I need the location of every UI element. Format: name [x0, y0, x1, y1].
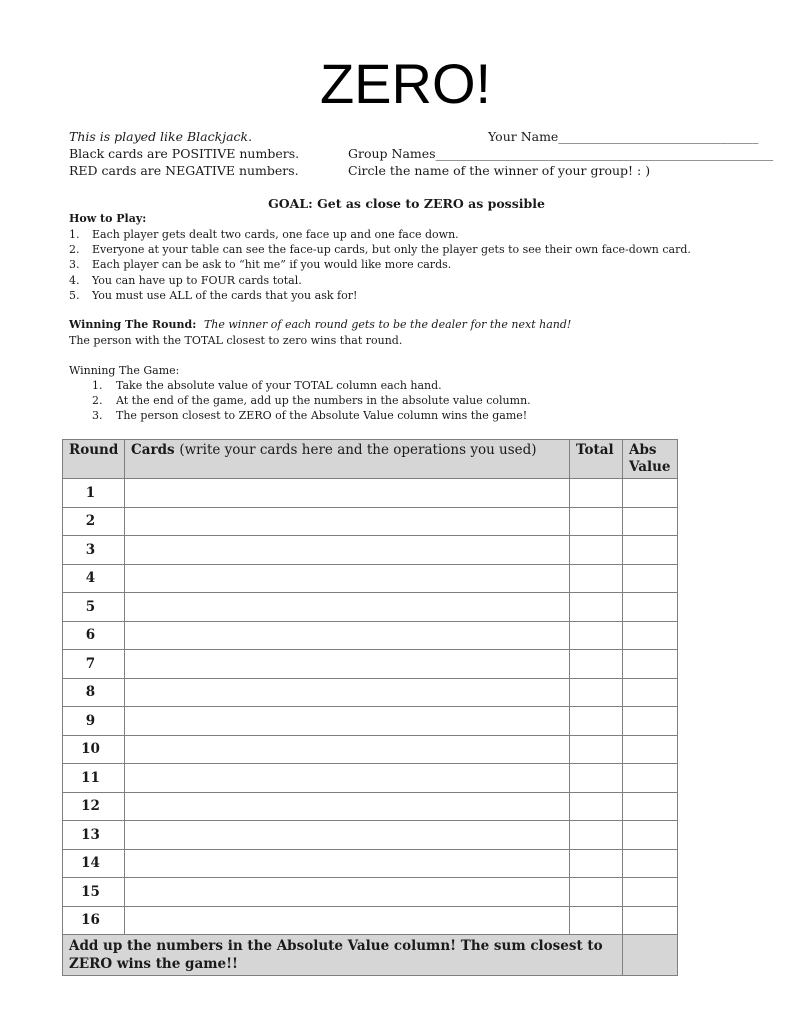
cards-cell[interactable]	[125, 564, 570, 593]
winning-round-note: The winner of each round gets to be the dealer for the next hand!	[203, 318, 572, 331]
round-number: 10	[63, 735, 125, 764]
cards-cell[interactable]	[125, 678, 570, 707]
total-cell[interactable]	[570, 564, 623, 593]
table-row	[63, 792, 678, 821]
cards-cell[interactable]	[125, 479, 570, 508]
total-cell[interactable]	[570, 792, 623, 821]
round-number: 4	[63, 564, 125, 593]
goal-heading: GOAL: Get as close to ZERO as possible	[268, 196, 545, 211]
total-cell[interactable]	[570, 735, 623, 764]
abs-value-cell[interactable]	[623, 621, 678, 650]
cards-cell[interactable]	[125, 593, 570, 622]
cards-cell[interactable]	[125, 507, 570, 536]
table-row	[63, 678, 678, 707]
total-cell[interactable]	[570, 906, 623, 935]
round-number: 14	[63, 849, 125, 878]
how-to-play-list	[69, 227, 691, 303]
table-row	[63, 650, 678, 679]
list-item: 5. You must use ALL of the cards that you ask for!	[69, 288, 358, 302]
table-row	[63, 849, 678, 878]
abs-value-cell[interactable]	[623, 678, 678, 707]
list-item: 4. You can have up to FOUR cards total.	[69, 273, 302, 287]
cards-cell[interactable]	[125, 821, 570, 850]
total-cell[interactable]	[570, 479, 623, 508]
cards-cell[interactable]	[125, 621, 570, 650]
winning-game-heading: Winning The Game:	[69, 364, 180, 377]
cards-cell[interactable]	[125, 906, 570, 935]
table-row	[63, 821, 678, 850]
round-number: 8	[63, 678, 125, 707]
cards-column-header: Cards (write your cards here and the operations you used)	[125, 440, 570, 479]
table-row	[63, 764, 678, 793]
your-name-field[interactable]: Your Name________________________________	[488, 129, 759, 144]
abs-value-cell[interactable]	[623, 593, 678, 622]
cards-cell[interactable]	[125, 849, 570, 878]
circle-winner-note: Circle the name of the winner of your group! : )	[348, 163, 651, 178]
table-row	[63, 621, 678, 650]
round-number: 5	[63, 593, 125, 622]
footer-instruction: Add up the numbers in the Absolute Value column! The sum closest to ZERO wins the game!!	[63, 935, 623, 976]
round-column-header: Round	[63, 440, 125, 479]
abs-value-cell[interactable]	[623, 878, 678, 907]
list-item: 2. Everyone at your table can see the face-up cards, but only the player gets to see their own face-down card.	[69, 243, 691, 257]
header-line-red-cards: RED cards are NEGATIVE numbers.	[69, 163, 299, 178]
cards-column-note: (write your cards here and the operations you used)	[179, 442, 537, 458]
table-header-row	[63, 440, 678, 479]
cards-cell[interactable]	[125, 707, 570, 736]
abs-value-column-header: Abs Value	[623, 440, 678, 479]
round-number: 6	[63, 621, 125, 650]
abs-value-sum-cell[interactable]	[623, 935, 678, 976]
page-title: ZERO!	[319, 52, 492, 115]
abs-value-cell[interactable]	[623, 507, 678, 536]
total-column-header: Total	[570, 440, 623, 479]
table-row	[63, 735, 678, 764]
abs-value-cell[interactable]	[623, 479, 678, 508]
list-item: 3. Each player can be ask to “hit me” if you would like more cards.	[69, 258, 452, 272]
abs-value-cell[interactable]	[623, 650, 678, 679]
round-number: 9	[63, 707, 125, 736]
round-number: 13	[63, 821, 125, 850]
winning-game-list	[92, 378, 531, 424]
cards-cell[interactable]	[125, 792, 570, 821]
round-number: 3	[63, 536, 125, 565]
round-number: 12	[63, 792, 125, 821]
how-to-play-heading: How to Play:	[69, 212, 147, 225]
list-item: 1. Take the absolute value of your TOTAL column each hand.	[92, 379, 442, 392]
total-cell[interactable]	[570, 764, 623, 793]
abs-value-cell[interactable]	[623, 792, 678, 821]
table-row	[63, 536, 678, 565]
header-line-black-cards: Black cards are POSITIVE numbers.	[69, 146, 300, 161]
abs-value-cell[interactable]	[623, 821, 678, 850]
total-cell[interactable]	[570, 593, 623, 622]
cards-cell[interactable]	[125, 764, 570, 793]
table-row	[63, 707, 678, 736]
round-number: 16	[63, 906, 125, 935]
table-footer-row	[63, 935, 678, 976]
cards-cell[interactable]	[125, 650, 570, 679]
table-row	[63, 564, 678, 593]
total-cell[interactable]	[570, 878, 623, 907]
round-number: 2	[63, 507, 125, 536]
list-item: 3. The person closest to ZERO of the Absolute Value column wins the game!	[92, 409, 528, 423]
total-cell[interactable]	[570, 707, 623, 736]
list-item: 1. Each player gets dealt two cards, one face up and one face down.	[69, 228, 459, 241]
list-item: 2. At the end of the game, add up the numbers in the absolute value column.	[92, 394, 531, 408]
total-cell[interactable]	[570, 849, 623, 878]
abs-value-cell[interactable]	[623, 536, 678, 565]
header-line-blackjack: This is played like Blackjack.	[69, 129, 253, 144]
round-number: 7	[63, 650, 125, 679]
total-cell[interactable]	[570, 621, 623, 650]
round-number: 15	[63, 878, 125, 907]
total-cell[interactable]	[570, 650, 623, 679]
cards-cell[interactable]	[125, 536, 570, 565]
group-names-field[interactable]: Group Names______________________________________________________	[348, 146, 774, 161]
total-cell[interactable]	[570, 536, 623, 565]
table-row	[63, 593, 678, 622]
table-row	[63, 507, 678, 536]
winning-round-text: The person with the TOTAL closest to zero wins that round.	[69, 334, 403, 347]
table-row	[63, 878, 678, 907]
abs-value-cell[interactable]	[623, 707, 678, 736]
total-cell[interactable]	[570, 678, 623, 707]
cards-cell[interactable]	[125, 735, 570, 764]
total-cell[interactable]	[570, 821, 623, 850]
total-cell[interactable]	[570, 507, 623, 536]
round-number: 1	[63, 479, 125, 508]
abs-value-cell[interactable]	[623, 564, 678, 593]
table-row	[63, 906, 678, 935]
abs-value-cell[interactable]	[623, 764, 678, 793]
winning-round-heading: Winning The Round: The winner of each round gets to be the dealer for the next hand!	[69, 318, 572, 331]
abs-value-cell[interactable]	[623, 906, 678, 935]
table-row	[63, 479, 678, 508]
cards-cell[interactable]	[125, 878, 570, 907]
score-table	[62, 439, 678, 976]
round-number: 11	[63, 764, 125, 793]
abs-value-cell[interactable]	[623, 849, 678, 878]
abs-value-cell[interactable]	[623, 735, 678, 764]
